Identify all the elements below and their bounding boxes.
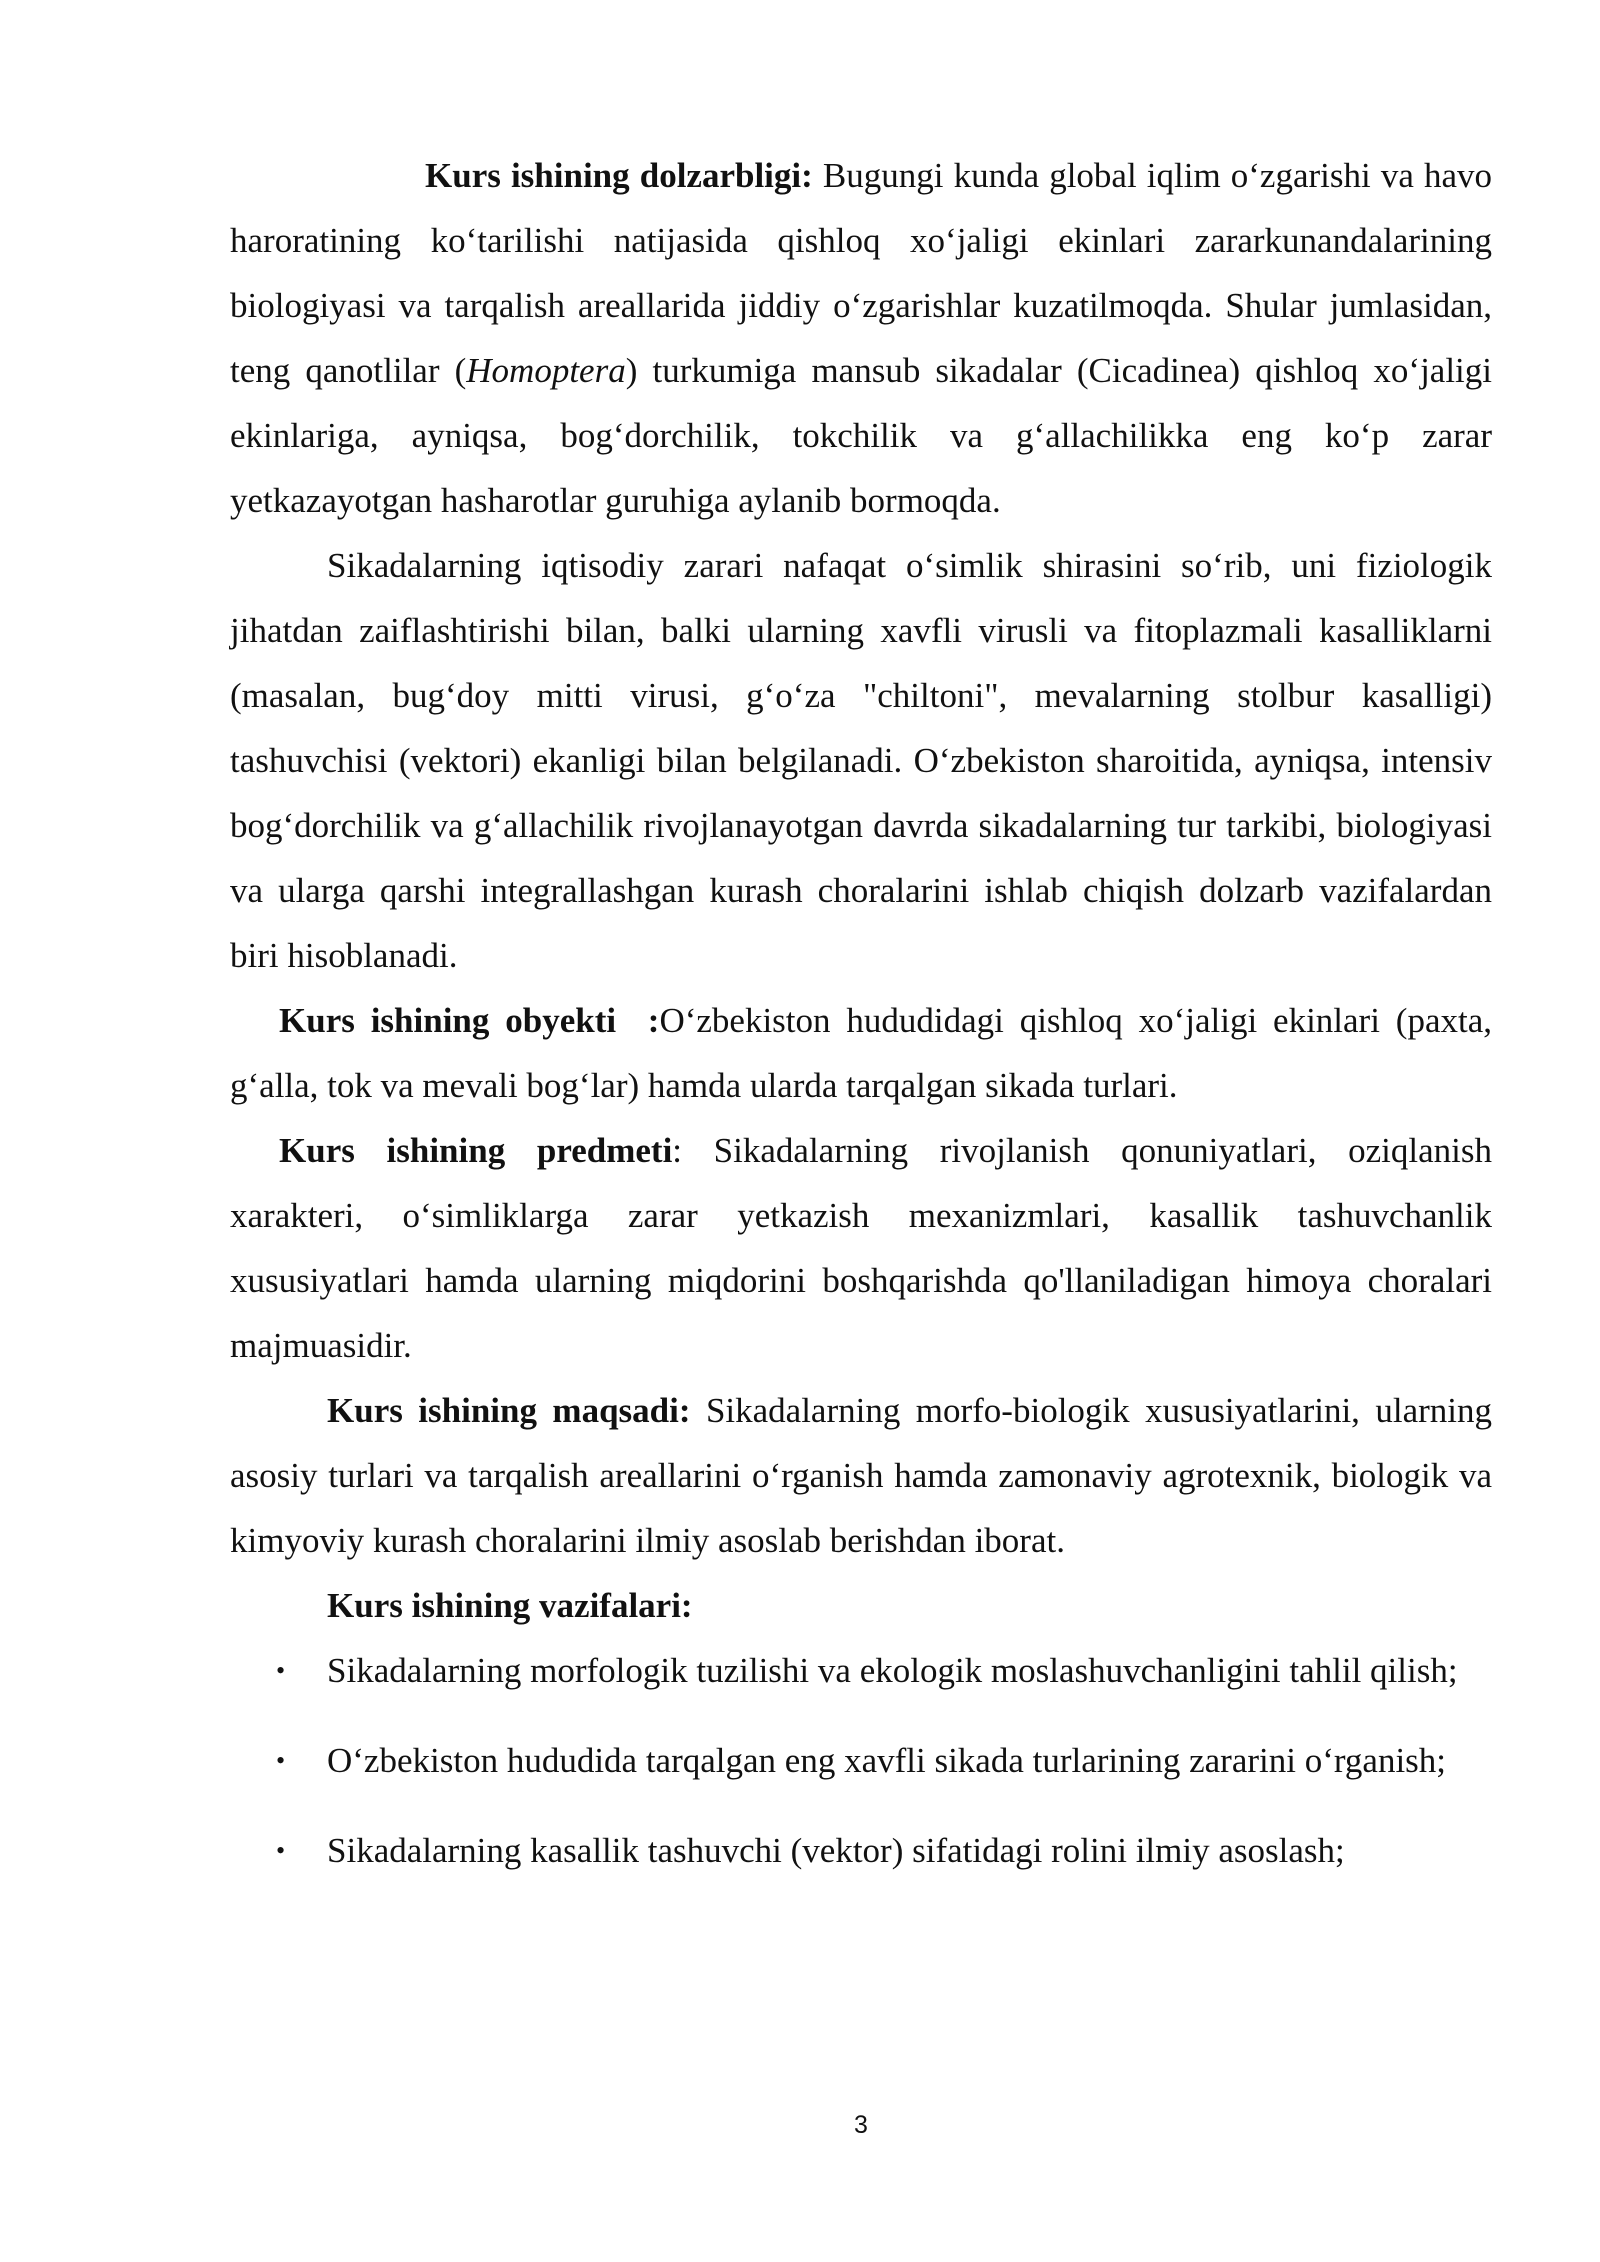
heading-obyekti: Kurs ishining obyekti — [279, 1001, 617, 1040]
paragraph-iqtisodiy: Sikadalarning iqtisodiy zarari nafaqat o‘simlik shirasini so‘rib, uni fiziologik jihatdan zaiflashtirishi bilan, balki ularning xavfli virusli va fitoplazmali kasalliklarni (masalan, bug‘doy mitti virusi, g‘o‘za "chiltoni", mevalarning stolbur kasalligi) tashuvchisi (vektori) ekanligi bilan belgilanadi. O‘zbekiston sharoitida, ayniqsa, intensiv bog‘dorchilik va g‘allachilik rivojlanayotgan davrda sikadalarning tur tarkibi, biologiyasi va ularga qarshi integrallashgan kurash choralarini ishlab chiqish dolzarb vazifalardan biri hisoblanadi. — [230, 546, 1492, 975]
tasks-list — [230, 1638, 1492, 1883]
paragraph-dolzarbligi — [230, 143, 1492, 533]
paragraph-obyekti — [230, 988, 1492, 1118]
obyekti-text: O‘zbekiston hududidagi qishloq xo‘jaligi ekinlari (paxta, g‘alla, tok va mevali bog‘lar) hamda ularda tarqalgan sikada turlari. — [230, 1001, 1492, 1105]
list-item — [230, 1818, 1492, 1883]
maqsadi-text: Sikadalarning morfo-biologik xususiyatlarini, ularning asosiy turlari va tarqalish areallarini o‘rganish hamda zamonaviy agrotexnik, biologik va kimyoviy kurash choralarini ilmiy asoslab berishdan iborat. — [230, 1391, 1492, 1560]
heading-vazifalari: Kurs ishining vazifalari: — [327, 1586, 693, 1625]
heading-dolzarbligi: Kurs ishining dolzarbligi: — [425, 156, 813, 195]
task-text: O‘zbekiston hududida tarqalgan eng xavfli sikada turlarining zararini o‘rganish; — [327, 1741, 1447, 1780]
list-item — [230, 1728, 1492, 1793]
task-text: Sikadalarning kasallik tashuvchi (vektor) sifatidagi rolini ilmiy asoslash; — [327, 1831, 1345, 1870]
paragraph-predmeti — [230, 1118, 1492, 1378]
page-number: 3 — [854, 2111, 868, 2139]
list-item — [230, 1638, 1492, 1703]
paragraph-vazifalari — [230, 1573, 1492, 1638]
bullet-icon: • — [276, 1836, 286, 1865]
paragraph-maqsadi — [230, 1378, 1492, 1573]
heading-maqsadi: Kurs ishining maqsadi: — [327, 1391, 691, 1430]
homoptera-term: Homoptera — [466, 351, 626, 390]
obyekti-colon: : — [616, 1001, 660, 1040]
predmeti-text: : Sikadalarning rivojlanish qonuniyatlari, oziqlanish xarakteri, o‘simliklarga zarar yetkazish mexanizmlari, kasallik tashuvchanlik xususiyatlari hamda ularning miqdorini boshqarishda qo'llaniladigan himoya choralari majmuasidir. — [230, 1131, 1492, 1365]
page-content — [230, 143, 1492, 1883]
bullet-icon: • — [276, 1656, 286, 1685]
task-text: Sikadalarning morfologik tuzilishi va ekologik moslashuvchanligini tahlil qilish; — [327, 1651, 1458, 1690]
dolzarbligi-text-part1: Bugungi kunda global iqlim o‘zgarishi va havo haroratining ko‘tarilishi natijasida qishloq xo‘jaligi ekinlari zararkunandalarining biologiyasi va tarqalish areallarida jiddiy o‘zgarishlar kuzatilmoqda. Shular jumlasidan, teng qanotlilar ( — [230, 156, 1492, 390]
heading-predmeti: Kurs ishining predmeti — [279, 1131, 673, 1170]
dolzarbligi-text-part2: ) turkumiga mansub sikadalar (Cicadinea) qishloq xo‘jaligi ekinlariga, ayniqsa, bog‘dorchilik, tokchilik va g‘allachilikka eng ko‘p zarar yetkazayotgan hasharotlar guruhiga aylanib bormoqda. — [230, 351, 1492, 520]
bullet-icon: • — [276, 1746, 286, 1775]
